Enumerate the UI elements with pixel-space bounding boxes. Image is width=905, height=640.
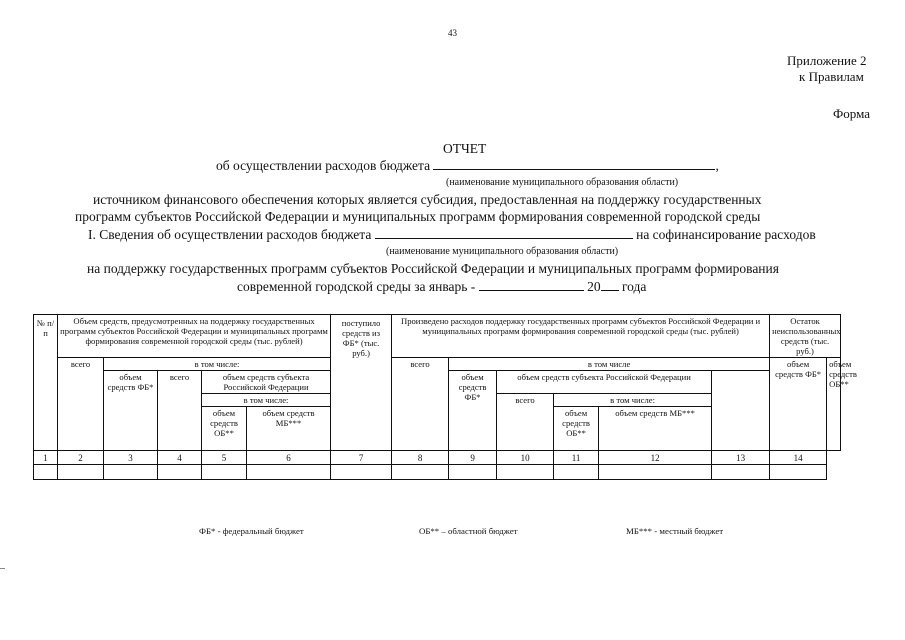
spent-subject: объем средств субъекта Российской Федерации — [497, 371, 712, 394]
report-line-1-text: об осуществлении расходов бюджета — [216, 158, 431, 173]
appendix-line-1: Приложение 2 — [787, 53, 867, 68]
volume-subject-including: в том числе: — [202, 394, 331, 407]
col-number: 4 — [158, 451, 202, 465]
section-heading-text: I. Сведения об осуществлении расходов бюджета — [88, 227, 372, 242]
section-municipality-blank — [375, 238, 633, 239]
year-word: года — [621, 279, 647, 294]
year-prefix: 20 — [587, 279, 601, 294]
spent-subject-including: в том числе: — [554, 394, 712, 407]
report-title: ОТЧЕТ — [443, 141, 487, 156]
report-form-table — [33, 314, 857, 480]
report-line-5: на поддержку государственных программ субъектов Российской Федерации и муниципальных программ формирования — [87, 261, 779, 276]
report-line-6-text: современной городской среды за январь - — [237, 279, 476, 294]
volume-fb: объем средств ФБ* — [104, 371, 158, 451]
volume-subject-total: всего — [158, 371, 202, 451]
col-number: 9 — [449, 451, 497, 465]
empty-cell[interactable] — [770, 465, 827, 480]
year-blank — [601, 290, 619, 291]
balance-fb: объем средств ФБ* — [770, 358, 827, 451]
empty-cell[interactable] — [392, 465, 449, 480]
line-1-caption: (наименование муниципального образования области) — [446, 177, 679, 188]
col-number: 8 — [392, 451, 449, 465]
col-number: 12 — [599, 451, 712, 465]
empty-cell[interactable] — [497, 465, 554, 480]
empty-cell[interactable] — [247, 465, 331, 480]
report-line-3: программ субъектов Российской Федерации и муниципальных программ формирования современной городской среды — [75, 209, 761, 224]
header-volume: Объем средств, предусмотренных на поддержку государственных программ субъектов Российской Федерации и муниципальных программ формирования современной городской среды (тыс. рублей) — [58, 315, 331, 358]
legend-fb: ФБ* - федеральный бюджет — [199, 526, 304, 536]
empty-cell[interactable] — [158, 465, 202, 480]
spent-subject-total: всего — [497, 394, 554, 451]
section-caption: (наименование муниципального образования области) — [386, 246, 619, 257]
empty-cell[interactable] — [34, 465, 58, 480]
col-number: 10 — [497, 451, 554, 465]
spent-fb: объем средств ФБ* — [449, 371, 497, 451]
section-heading — [88, 227, 816, 243]
report-line-2: источником финансового обеспечения которых является субсидия, предоставленная на поддержку государственных — [93, 192, 762, 207]
spent-including: в том числе — [449, 358, 770, 371]
data-row — [34, 465, 841, 480]
spent-ob: объем средств ОБ** — [554, 407, 599, 451]
empty-cell[interactable] — [449, 465, 497, 480]
col-number: 2 — [58, 451, 104, 465]
volume-subject: объем средств субъекта Российской Федерации — [202, 371, 331, 394]
header-received: поступило средств из ФБ* (тыс. руб.) — [331, 315, 392, 451]
col-number: 6 — [247, 451, 331, 465]
page-number: 43 — [448, 28, 457, 38]
month-blank — [479, 290, 584, 291]
spent-total: всего — [392, 358, 449, 451]
form-label: Форма — [833, 106, 870, 121]
col-number: 5 — [202, 451, 247, 465]
col-number: 3 — [104, 451, 158, 465]
empty-cell[interactable] — [712, 465, 770, 480]
header-balance: Остаток неиспользованных средств (тыс. руб.) — [770, 315, 841, 358]
col-number: 1 — [34, 451, 58, 465]
empty-cell[interactable] — [202, 465, 247, 480]
margin-mark — [0, 568, 5, 569]
volume-total: всего — [58, 358, 104, 451]
balance-ob: объем средств ОБ** — [827, 358, 841, 451]
volume-including: в том числе: — [104, 358, 331, 371]
report-line-6 — [237, 279, 646, 295]
legend-mb: МБ*** - местный бюджет — [626, 526, 724, 536]
comma: , — [715, 158, 719, 173]
empty-cell[interactable] — [554, 465, 599, 480]
municipality-blank — [433, 169, 715, 170]
col-number: 11 — [554, 451, 599, 465]
col-number: 7 — [331, 451, 392, 465]
report-line-1 — [216, 158, 719, 174]
empty-cell[interactable] — [58, 465, 104, 480]
col-number: 13 — [712, 451, 770, 465]
header-num: № п/п — [34, 315, 58, 451]
volume-ob: объем средств ОБ** — [202, 407, 247, 451]
empty-cell[interactable] — [331, 465, 392, 480]
volume-mb: объем средств МБ*** — [247, 407, 331, 451]
legend-ob: ОБ** – областной бюджет — [419, 526, 518, 536]
empty-cell[interactable] — [599, 465, 712, 480]
empty-cell[interactable] — [104, 465, 158, 480]
header-spent: Произведено расходов поддержку государственных программ субъектов Российской Федерации и муниципальных программ формирования современной городской среды (тыс. рублей) — [392, 315, 770, 358]
col-number: 14 — [770, 451, 827, 465]
spent-mb: объем средств МБ*** — [599, 407, 712, 451]
appendix-line-2: к Правилам — [799, 69, 864, 84]
section-heading-suffix: на софинансирование расходов — [636, 227, 816, 242]
